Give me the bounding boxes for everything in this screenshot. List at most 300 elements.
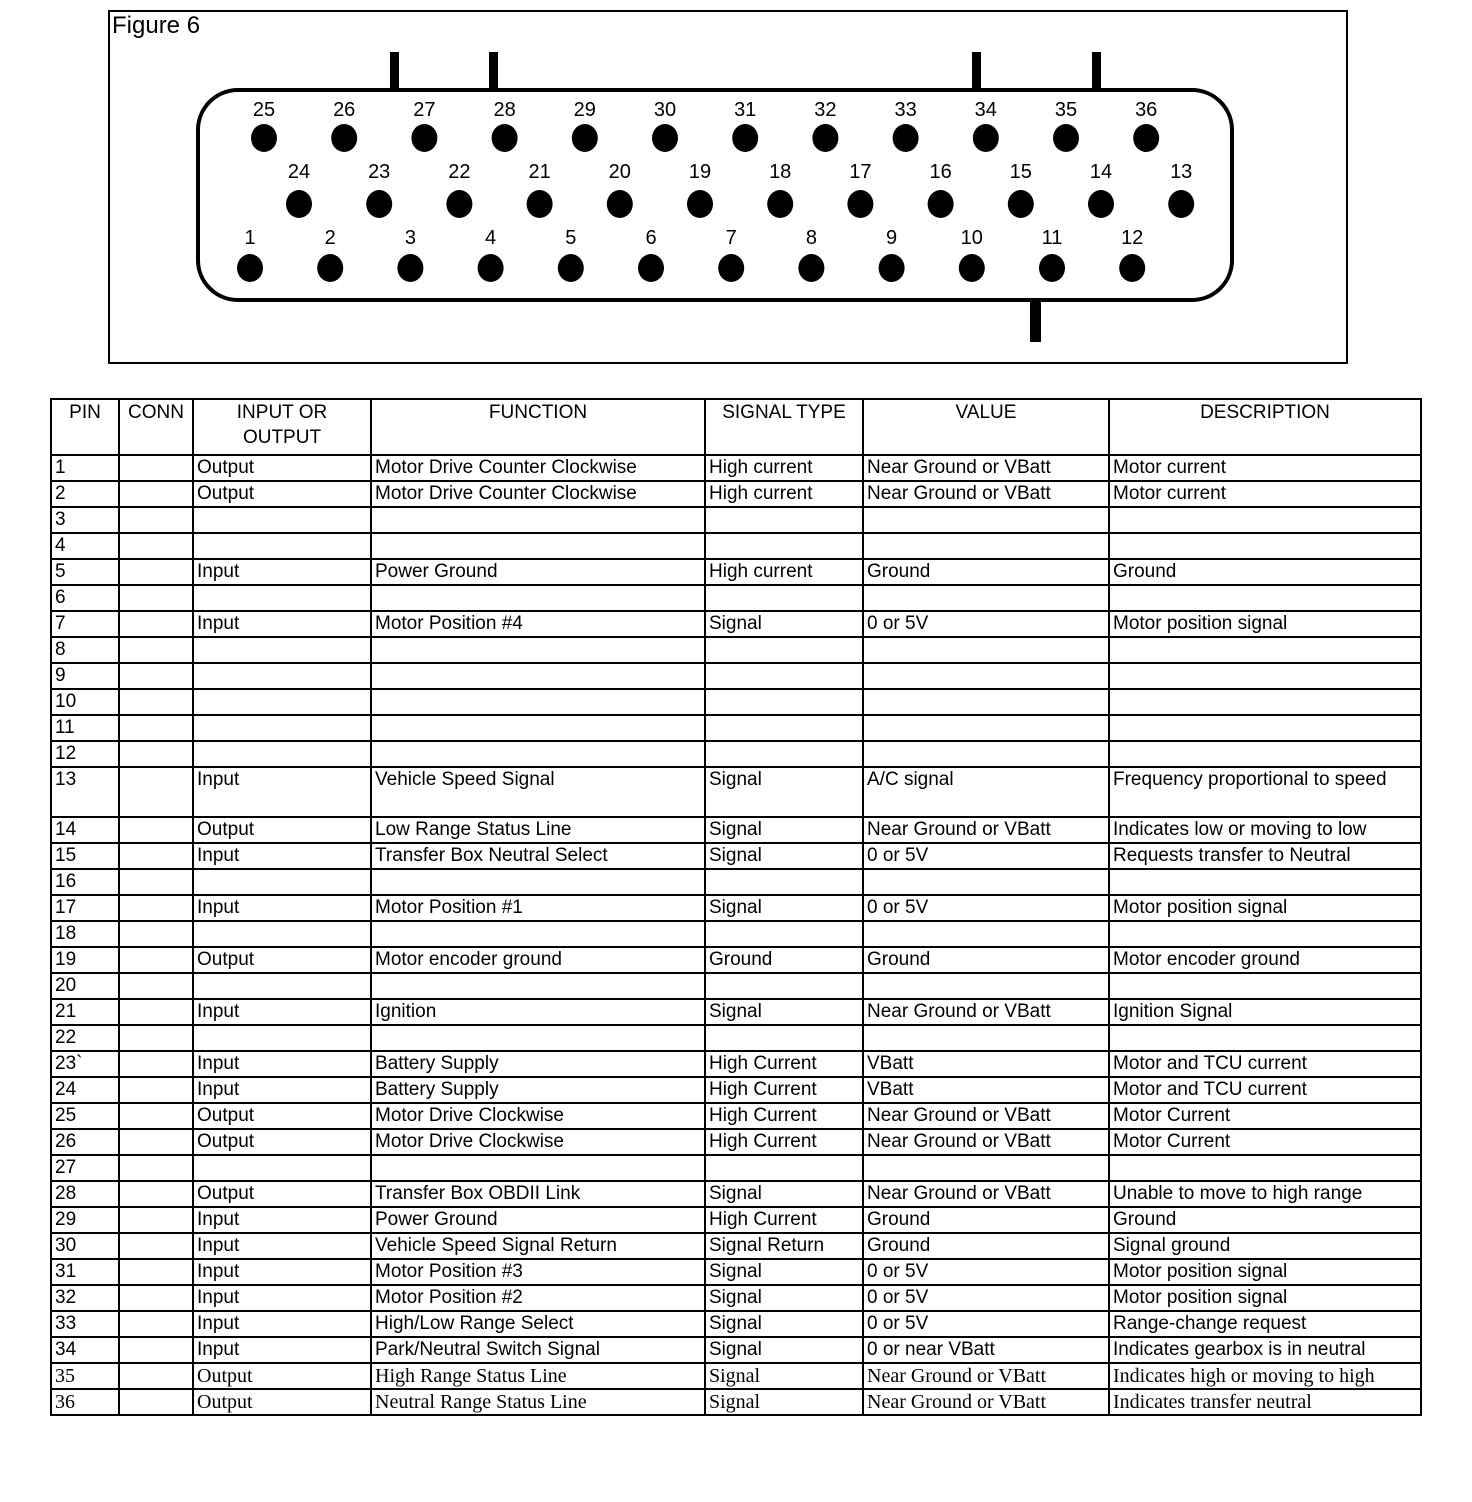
- cell-signal-type: Signal: [705, 1285, 863, 1311]
- cell-description: Motor current: [1109, 481, 1421, 507]
- cell-signal-type: Signal: [705, 1363, 863, 1389]
- cell-signal-type: Signal: [705, 817, 863, 843]
- table-row: [51, 1129, 1421, 1155]
- cell-direction: Input: [193, 1311, 371, 1337]
- cell-direction: Input: [193, 1077, 371, 1103]
- table-row: [51, 1363, 1421, 1389]
- cell-direction: Output: [193, 1129, 371, 1155]
- cell-pin: 9: [51, 663, 119, 689]
- cell-pin: 18: [51, 921, 119, 947]
- cell-pin: 35: [51, 1363, 119, 1389]
- cell-conn: [119, 1077, 193, 1103]
- cell-value: [863, 637, 1109, 663]
- pin-contact: [607, 190, 633, 218]
- pin-contact: [1039, 254, 1065, 282]
- cell-pin: 6: [51, 585, 119, 611]
- cell-description: Signal ground: [1109, 1233, 1421, 1259]
- cell-conn: [119, 741, 193, 767]
- cell-function: Transfer Box OBDII Link: [371, 1181, 705, 1207]
- cell-description: [1109, 533, 1421, 559]
- pin-contact: [492, 124, 518, 152]
- table-row: [51, 1155, 1421, 1181]
- cell-description: Indicates transfer neutral: [1109, 1389, 1421, 1415]
- cell-description: [1109, 689, 1421, 715]
- cell-direction: [193, 637, 371, 663]
- pin-label: 16: [929, 161, 952, 183]
- cell-direction: [193, 741, 371, 767]
- table-row: [51, 817, 1421, 843]
- cell-description: Motor current: [1109, 455, 1421, 481]
- cell-description: Ignition Signal: [1109, 999, 1421, 1025]
- cell-direction: Output: [193, 455, 371, 481]
- cell-function: [371, 973, 705, 999]
- cell-conn: [119, 559, 193, 585]
- cell-direction: [193, 533, 371, 559]
- cell-value: Near Ground or VBatt: [863, 481, 1109, 507]
- pin-label: 15: [1009, 161, 1032, 183]
- connector-key-tab: [1030, 300, 1041, 342]
- cell-conn: [119, 507, 193, 533]
- cell-signal-type: [705, 921, 863, 947]
- pin-contact: [317, 254, 343, 282]
- header-value: VALUE: [863, 399, 1109, 455]
- cell-signal-type: High current: [705, 455, 863, 481]
- cell-conn: [119, 533, 193, 559]
- cell-value: [863, 663, 1109, 689]
- cell-function: Ignition: [371, 999, 705, 1025]
- cell-pin: 29: [51, 1207, 119, 1233]
- cell-pin: 15: [51, 843, 119, 869]
- cell-description: Indicates gearbox is in neutral: [1109, 1337, 1421, 1363]
- cell-value: Near Ground or VBatt: [863, 1389, 1109, 1415]
- cell-value: [863, 1155, 1109, 1181]
- pin-contact: [1168, 190, 1194, 218]
- pin-contact: [251, 124, 277, 152]
- cell-function: High/Low Range Select: [371, 1311, 705, 1337]
- pin-label: 17: [849, 161, 872, 183]
- cell-function: [371, 1155, 705, 1181]
- cell-pin: 21: [51, 999, 119, 1025]
- cell-signal-type: High current: [705, 481, 863, 507]
- table-row: [51, 533, 1421, 559]
- table-row: [51, 1181, 1421, 1207]
- pin-contact: [812, 124, 838, 152]
- cell-direction: Input: [193, 767, 371, 817]
- cell-pin: 12: [51, 741, 119, 767]
- cell-description: Motor position signal: [1109, 611, 1421, 637]
- cell-signal-type: High Current: [705, 1129, 863, 1155]
- cell-function: [371, 921, 705, 947]
- cell-conn: [119, 1389, 193, 1415]
- table-row: [51, 689, 1421, 715]
- pin-label: 5: [565, 227, 577, 249]
- pin-contact: [397, 254, 423, 282]
- cell-value: [863, 689, 1109, 715]
- pin-contact: [687, 190, 713, 218]
- cell-value: [863, 869, 1109, 895]
- pin-label: 24: [287, 161, 311, 183]
- cell-description: Motor Current: [1109, 1129, 1421, 1155]
- cell-signal-type: [705, 637, 863, 663]
- pin-contact: [959, 254, 985, 282]
- cell-signal-type: [705, 585, 863, 611]
- cell-description: [1109, 1155, 1421, 1181]
- cell-description: Ground: [1109, 559, 1421, 585]
- cell-pin: 5: [51, 559, 119, 585]
- header-input-output: INPUT OR OUTPUT: [193, 399, 371, 455]
- pin-label: 22: [448, 161, 471, 183]
- header-signal-type: SIGNAL TYPE: [705, 399, 863, 455]
- cell-conn: [119, 973, 193, 999]
- pin-contact: [638, 254, 664, 282]
- cell-description: Motor and TCU current: [1109, 1051, 1421, 1077]
- cell-pin: 17: [51, 895, 119, 921]
- cell-pin: 22: [51, 1025, 119, 1051]
- pin-contact: [558, 254, 584, 282]
- cell-function: Vehicle Speed Signal Return: [371, 1233, 705, 1259]
- cell-description: Frequency proportional to speed: [1109, 767, 1421, 817]
- cell-conn: [119, 1285, 193, 1311]
- cell-signal-type: Signal: [705, 1259, 863, 1285]
- connector-outline: [198, 90, 1232, 300]
- table-row: [51, 921, 1421, 947]
- cell-direction: Output: [193, 1103, 371, 1129]
- cell-value: 0 or 5V: [863, 611, 1109, 637]
- cell-description: [1109, 715, 1421, 741]
- cell-signal-type: Signal: [705, 1181, 863, 1207]
- pin-label: 35: [1054, 99, 1078, 121]
- cell-value: Ground: [863, 559, 1109, 585]
- cell-pin: 1: [51, 455, 119, 481]
- cell-direction: Output: [193, 1363, 371, 1389]
- cell-direction: Input: [193, 559, 371, 585]
- cell-value: 0 or 5V: [863, 843, 1109, 869]
- table-row: [51, 611, 1421, 637]
- table-row: [51, 663, 1421, 689]
- cell-direction: [193, 663, 371, 689]
- pin-label: 26: [333, 99, 356, 121]
- cell-value: [863, 585, 1109, 611]
- cell-conn: [119, 1311, 193, 1337]
- header-conn: CONN: [119, 399, 193, 455]
- table-row: [51, 559, 1421, 585]
- cell-direction: Output: [193, 1181, 371, 1207]
- cell-conn: [119, 895, 193, 921]
- table-row: [51, 637, 1421, 663]
- cell-signal-type: [705, 741, 863, 767]
- pin-contact: [973, 124, 999, 152]
- cell-pin: 34: [51, 1337, 119, 1363]
- pin-label: 11: [1041, 227, 1063, 249]
- cell-signal-type: [705, 507, 863, 533]
- connector-key-tab: [489, 52, 498, 90]
- cell-value: Near Ground or VBatt: [863, 1363, 1109, 1389]
- cell-direction: [193, 1155, 371, 1181]
- cell-conn: [119, 843, 193, 869]
- cell-conn: [119, 767, 193, 817]
- table-row: [51, 973, 1421, 999]
- cell-pin: 14: [51, 817, 119, 843]
- connector-key-tab: [390, 52, 399, 90]
- connector-key-tab: [1092, 52, 1101, 90]
- cell-pin: 26: [51, 1129, 119, 1155]
- cell-function: Power Ground: [371, 559, 705, 585]
- cell-direction: Input: [193, 895, 371, 921]
- cell-conn: [119, 481, 193, 507]
- pin-contact: [732, 124, 758, 152]
- cell-direction: Input: [193, 999, 371, 1025]
- pin-label: 29: [573, 99, 596, 121]
- table-row: [51, 869, 1421, 895]
- cell-description: Motor position signal: [1109, 895, 1421, 921]
- cell-signal-type: [705, 1155, 863, 1181]
- cell-function: [371, 637, 705, 663]
- cell-conn: [119, 1155, 193, 1181]
- cell-conn: [119, 1129, 193, 1155]
- cell-signal-type: High Current: [705, 1103, 863, 1129]
- cell-function: Transfer Box Neutral Select: [371, 843, 705, 869]
- cell-pin: 16: [51, 869, 119, 895]
- cell-function: [371, 689, 705, 715]
- cell-function: [371, 869, 705, 895]
- cell-value: 0 or 5V: [863, 1311, 1109, 1337]
- cell-pin: 20: [51, 973, 119, 999]
- cell-pin: 31: [51, 1259, 119, 1285]
- pin-contact: [847, 190, 873, 218]
- cell-conn: [119, 1181, 193, 1207]
- cell-conn: [119, 817, 193, 843]
- pin-label: 8: [805, 227, 817, 249]
- cell-description: [1109, 921, 1421, 947]
- table-row: [51, 585, 1421, 611]
- table-row: [51, 1389, 1421, 1415]
- cell-signal-type: High Current: [705, 1051, 863, 1077]
- table-row: [51, 947, 1421, 973]
- pin-contact: [1053, 124, 1079, 152]
- cell-signal-type: High Current: [705, 1077, 863, 1103]
- cell-signal-type: Signal: [705, 895, 863, 921]
- cell-function: [371, 533, 705, 559]
- cell-signal-type: [705, 689, 863, 715]
- cell-function: Motor Position #4: [371, 611, 705, 637]
- pin-contact: [879, 254, 905, 282]
- cell-value: [863, 741, 1109, 767]
- cell-function: Motor Drive Clockwise: [371, 1129, 705, 1155]
- pin-contact: [478, 254, 504, 282]
- cell-function: [371, 585, 705, 611]
- pin-label: 13: [1170, 161, 1193, 183]
- cell-signal-type: Signal Return: [705, 1233, 863, 1259]
- cell-direction: Input: [193, 1233, 371, 1259]
- cell-function: Motor Position #2: [371, 1285, 705, 1311]
- cell-signal-type: Ground: [705, 947, 863, 973]
- cell-pin: 27: [51, 1155, 119, 1181]
- pin-contact: [527, 190, 553, 218]
- cell-pin: 23`: [51, 1051, 119, 1077]
- cell-direction: [193, 689, 371, 715]
- cell-description: [1109, 637, 1421, 663]
- cell-pin: 19: [51, 947, 119, 973]
- cell-signal-type: Signal: [705, 999, 863, 1025]
- table-row: [51, 1337, 1421, 1363]
- pin-label: 34: [974, 99, 997, 121]
- cell-value: 0 or 5V: [863, 1285, 1109, 1311]
- cell-description: Motor Current: [1109, 1103, 1421, 1129]
- cell-signal-type: [705, 663, 863, 689]
- cell-value: Near Ground or VBatt: [863, 999, 1109, 1025]
- table-row: [51, 1025, 1421, 1051]
- pin-label: 2: [324, 227, 336, 249]
- cell-value: [863, 921, 1109, 947]
- cell-value: Near Ground or VBatt: [863, 1129, 1109, 1155]
- cell-pin: 11: [51, 715, 119, 741]
- cell-signal-type: High Current: [705, 1207, 863, 1233]
- pin-label: 18: [769, 161, 792, 183]
- cell-signal-type: [705, 1025, 863, 1051]
- pin-contact: [572, 124, 598, 152]
- cell-conn: [119, 1337, 193, 1363]
- cell-conn: [119, 585, 193, 611]
- cell-signal-type: [705, 869, 863, 895]
- figure-title: Figure 6: [112, 12, 201, 39]
- cell-description: [1109, 973, 1421, 999]
- table-row: [51, 1285, 1421, 1311]
- cell-direction: [193, 973, 371, 999]
- pin-contact: [237, 254, 263, 282]
- cell-direction: Input: [193, 1259, 371, 1285]
- pin-contact: [893, 124, 919, 152]
- cell-pin: 25: [51, 1103, 119, 1129]
- cell-function: [371, 1025, 705, 1051]
- cell-signal-type: Signal: [705, 1337, 863, 1363]
- pin-label: 32: [814, 99, 837, 121]
- cell-pin: 13: [51, 767, 119, 817]
- pin-label: 30: [653, 99, 677, 121]
- table-row: [51, 741, 1421, 767]
- cell-value: Near Ground or VBatt: [863, 817, 1109, 843]
- pin-label: 6: [645, 227, 657, 249]
- cell-pin: 7: [51, 611, 119, 637]
- cell-direction: Input: [193, 1337, 371, 1363]
- pin-contact: [1088, 190, 1114, 218]
- cell-value: 0 or 5V: [863, 1259, 1109, 1285]
- cell-signal-type: Signal: [705, 1311, 863, 1337]
- cell-pin: 4: [51, 533, 119, 559]
- cell-direction: Input: [193, 1285, 371, 1311]
- cell-direction: [193, 921, 371, 947]
- table-row: [51, 715, 1421, 741]
- pin-label: 36: [1135, 99, 1158, 121]
- cell-conn: [119, 1051, 193, 1077]
- cell-description: Indicates high or moving to high: [1109, 1363, 1421, 1389]
- table-row: [51, 1311, 1421, 1337]
- cell-conn: [119, 1363, 193, 1389]
- pin-contact: [411, 124, 437, 152]
- cell-pin: 33: [51, 1311, 119, 1337]
- cell-direction: Output: [193, 947, 371, 973]
- cell-function: Battery Supply: [371, 1051, 705, 1077]
- cell-direction: [193, 507, 371, 533]
- cell-conn: [119, 1233, 193, 1259]
- cell-value: Ground: [863, 947, 1109, 973]
- table-row: [51, 1077, 1421, 1103]
- cell-pin: 2: [51, 481, 119, 507]
- cell-function: Neutral Range Status Line: [371, 1389, 705, 1415]
- cell-signal-type: [705, 973, 863, 999]
- pin-label: 12: [1121, 227, 1144, 249]
- pin-contact: [1008, 190, 1034, 218]
- connector-key-tab: [972, 52, 981, 90]
- cell-signal-type: [705, 533, 863, 559]
- cell-function: [371, 741, 705, 767]
- pin-label: 20: [608, 161, 631, 183]
- pin-label: 14: [1089, 161, 1113, 183]
- header-description: DESCRIPTION: [1109, 399, 1421, 455]
- cell-value: Near Ground or VBatt: [863, 1103, 1109, 1129]
- cell-function: High Range Status Line: [371, 1363, 705, 1389]
- table-row: [51, 999, 1421, 1025]
- table-row: [51, 1103, 1421, 1129]
- cell-description: Unable to move to high range: [1109, 1181, 1421, 1207]
- pin-contact: [798, 254, 824, 282]
- table-row: [51, 1259, 1421, 1285]
- cell-pin: 3: [51, 507, 119, 533]
- cell-description: Motor encoder ground: [1109, 947, 1421, 973]
- cell-pin: 24: [51, 1077, 119, 1103]
- cell-description: [1109, 585, 1421, 611]
- pin-label: 1: [244, 227, 256, 249]
- cell-value: [863, 715, 1109, 741]
- pin-contact: [652, 124, 678, 152]
- cell-signal-type: [705, 715, 863, 741]
- pin-contact: [331, 124, 357, 152]
- cell-value: [863, 507, 1109, 533]
- cell-conn: [119, 1259, 193, 1285]
- cell-direction: Input: [193, 1051, 371, 1077]
- cell-function: Motor encoder ground: [371, 947, 705, 973]
- cell-function: Motor Drive Counter Clockwise: [371, 455, 705, 481]
- cell-conn: [119, 455, 193, 481]
- cell-direction: [193, 715, 371, 741]
- pin-contact: [446, 190, 472, 218]
- pin-table: [50, 398, 1422, 1416]
- cell-value: [863, 1025, 1109, 1051]
- cell-function: Motor Position #3: [371, 1259, 705, 1285]
- cell-conn: [119, 637, 193, 663]
- cell-conn: [119, 947, 193, 973]
- table-row: [51, 1207, 1421, 1233]
- cell-pin: 32: [51, 1285, 119, 1311]
- pin-contact: [928, 190, 954, 218]
- header-pin: PIN: [51, 399, 119, 455]
- cell-pin: 10: [51, 689, 119, 715]
- pin-label: 28: [493, 99, 516, 121]
- cell-function: Park/Neutral Switch Signal: [371, 1337, 705, 1363]
- header-function: FUNCTION: [371, 399, 705, 455]
- cell-conn: [119, 611, 193, 637]
- table-row: [51, 455, 1421, 481]
- cell-value: [863, 973, 1109, 999]
- cell-value: A/C signal: [863, 767, 1109, 817]
- cell-direction: Output: [193, 1389, 371, 1415]
- cell-function: Low Range Status Line: [371, 817, 705, 843]
- cell-value: [863, 533, 1109, 559]
- pin-label: 21: [528, 161, 551, 183]
- cell-direction: Output: [193, 481, 371, 507]
- cell-conn: [119, 999, 193, 1025]
- cell-signal-type: Signal: [705, 611, 863, 637]
- cell-function: Vehicle Speed Signal: [371, 767, 705, 817]
